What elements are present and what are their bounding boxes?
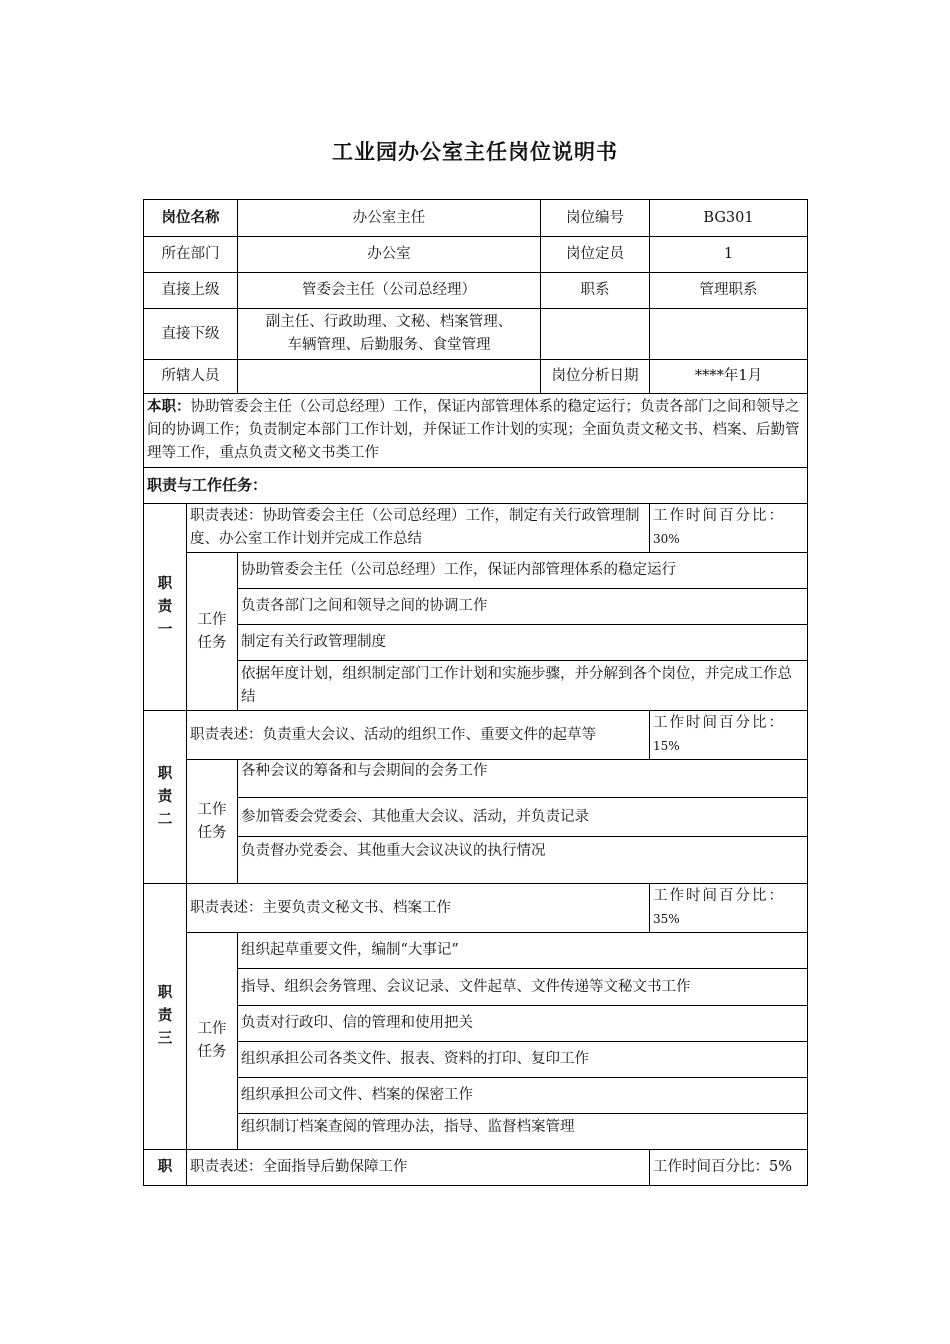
duty-1-task-2: 负责各部门之间和领导之间的协调工作 [238, 589, 808, 625]
duty-3-task-1: 组织起草重要文件，编制“大事记” [238, 933, 808, 969]
duty-2-task-2: 参加管委会党委会、其他重大会议、活动，并负责记录 [238, 798, 808, 837]
staff-value [238, 360, 541, 394]
duty-3-task-6: 组织制订档案查阅的管理办法，指导、监督档案管理 [238, 1114, 808, 1150]
duty-1-task-3: 制定有关行政管理制度 [238, 625, 808, 661]
job-family-value: 管理职系 [650, 273, 808, 309]
staff-label: 所辖人员 [144, 360, 238, 394]
superior-label: 直接上级 [144, 273, 238, 309]
position-code-label: 岗位编号 [541, 200, 650, 237]
duty-2-percent [650, 711, 808, 760]
subordinate-label: 直接下级 [144, 309, 238, 360]
table-row [144, 969, 808, 1006]
duty-3-task-label [187, 933, 238, 1150]
job-family-label: 职系 [541, 273, 650, 309]
table-row [144, 1078, 808, 1114]
duty-label-char: 职 [157, 765, 173, 782]
row-department [144, 237, 808, 273]
duties-heading: 职责与工作任务： [144, 468, 808, 504]
task-label-line: 工作 [197, 1021, 227, 1037]
duty-1-task-1: 协助管委会主任（公司总经理）工作，保证内部管理体系的稳定运行 [238, 553, 808, 589]
duty-label-char: 职 [157, 575, 173, 592]
row-duties-heading [144, 468, 808, 504]
summary-text: 协助管委会主任（公司总经理）工作，保证内部管理体系的稳定运行；负责各部门之间和领导之间的协调工作；负责制定本部门工作计划，并保证工作计划的实现；全面负责文秘文书、档案、后勤管理等工作，重点负责文秘文书类工作 [147, 399, 800, 461]
percent-label: 工作时间百分比： [653, 715, 785, 731]
table-row [144, 1114, 808, 1150]
duty-2-description: 职责表述：负责重大会议、活动的组织工作、重要文件的起草等 [187, 711, 650, 760]
duty-3-description: 职责表述：主要负责文秘文书、档案工作 [187, 884, 650, 933]
table-row [144, 553, 808, 589]
task-label-line: 任务 [197, 824, 227, 841]
percent-value: 15% [653, 739, 680, 753]
duty-label-char: 责 [157, 1008, 173, 1024]
subordinate-value [238, 309, 541, 360]
task-label-line: 工作 [197, 611, 227, 628]
duty-2-task-3: 负责督办党委会、其他重大会议决议的执行情况 [238, 837, 808, 884]
department-value: 办公室 [238, 237, 541, 273]
duty-label-char: 三 [157, 1031, 173, 1047]
row-summary [144, 394, 808, 468]
position-name-label: 岗位名称 [144, 200, 238, 237]
table-row [144, 1006, 808, 1042]
analysis-date-label: 岗位分析日期 [541, 360, 650, 394]
percent-value: 30% [653, 532, 680, 546]
percent-label: 工作时间百分比： [653, 888, 785, 904]
table-row [144, 933, 808, 969]
duty-label-char: 一 [157, 621, 173, 638]
headcount-value: 1 [650, 237, 808, 273]
duty-1-label [144, 504, 187, 711]
duty-2-task-1: 各种会议的筹备和与会期间的会务工作 [238, 760, 808, 798]
position-code-value: BG301 [650, 200, 808, 237]
empty-cell [541, 309, 650, 360]
duty-label-char: 职 [157, 985, 173, 1001]
task-label-line: 任务 [197, 1044, 227, 1060]
subordinate-line-2: 车辆管理、后勤服务、食堂管理 [287, 337, 491, 353]
row-superior [144, 273, 808, 309]
duty-1-percent [650, 504, 808, 553]
row-position-name [144, 200, 808, 237]
table-row [144, 625, 808, 661]
superior-value: 管委会主任（公司总经理） [238, 273, 541, 309]
duty-3-description-row [144, 884, 808, 933]
table-row [144, 1042, 808, 1078]
empty-cell [650, 309, 808, 360]
analysis-date-value: ****年1月 [650, 360, 808, 394]
duty-3-percent [650, 884, 808, 933]
duty-3-task-2: 指导、组织会务管理、会议记录、文件起草、文件传递等文秘文书工作 [238, 969, 808, 1006]
summary-label: 本职： [147, 399, 191, 415]
duty-4-label: 职 [144, 1150, 187, 1186]
table-row [144, 798, 808, 837]
table-row [144, 661, 808, 711]
table-row [144, 760, 808, 798]
duty-4-description-row [144, 1150, 808, 1186]
duty-2-label [144, 711, 187, 884]
duty-1-task-4: 依据年度计划，组织制定部门工作计划和实施步骤，并分解到各个岗位，并完成工作总结 [238, 661, 808, 711]
duty-2-description-row [144, 711, 808, 760]
duty-label-char: 二 [157, 811, 173, 828]
duty-label-char: 责 [157, 598, 173, 615]
duty-1-task-label [187, 553, 238, 711]
row-staff [144, 360, 808, 394]
subordinate-line-1: 副主任、行政助理、文秘、档案管理、 [265, 314, 513, 330]
task-label-line: 工作 [197, 801, 227, 818]
duty-1-description: 职责表述：协助管委会主任（公司总经理）工作，制定有关行政管理制度、办公室工作计划并完成工作总结 [187, 504, 650, 553]
duty-label-char: 责 [157, 788, 173, 805]
job-description-table [143, 199, 808, 1186]
duty-3-task-4: 组织承担公司各类文件、报表、资料的打印、复印工作 [238, 1042, 808, 1078]
table-row [144, 837, 808, 884]
duty-3-task-3: 负责对行政印、信的管理和使用把关 [238, 1006, 808, 1042]
position-name-value: 办公室主任 [238, 200, 541, 237]
department-label: 所在部门 [144, 237, 238, 273]
task-label-line: 任务 [197, 634, 227, 651]
duty-2-task-label [187, 760, 238, 884]
row-subordinate [144, 309, 808, 360]
duty-4-percent: 工作时间百分比：5% [650, 1150, 808, 1186]
percent-value: 35% [653, 912, 680, 926]
headcount-label: 岗位定员 [541, 237, 650, 273]
percent-label: 工作时间百分比： [653, 508, 785, 524]
duty-1-description-row [144, 504, 808, 553]
duty-3-task-5: 组织承担公司文件、档案的保密工作 [238, 1078, 808, 1114]
duty-4-description: 职责表述：全面指导后勤保障工作 [187, 1150, 650, 1186]
summary-cell [144, 394, 808, 468]
page-title: 工业园办公室主任岗位说明书 [332, 140, 618, 164]
duty-3-label [144, 884, 187, 1150]
table-row [144, 589, 808, 625]
